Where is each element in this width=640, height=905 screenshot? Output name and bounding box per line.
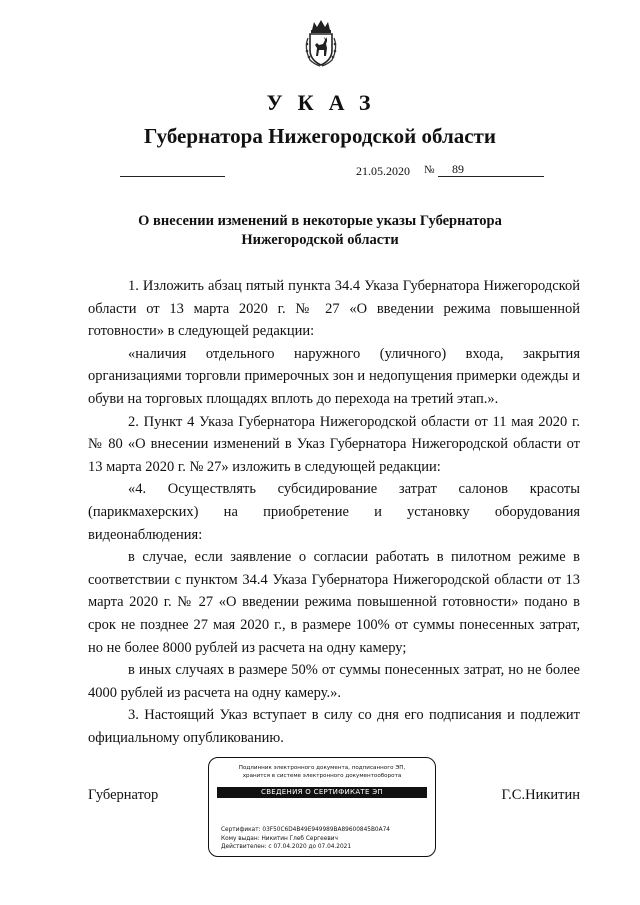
blank-date-line: [120, 176, 225, 177]
stamp-validity: Действителен: с 07.04.2020 до 07.04.2021: [221, 844, 352, 851]
subject-line-2: Нижегородской области: [241, 232, 399, 248]
paragraph-2-case-1: в случае, если заявление о согласии работать в пилотном режиме в соответствии с пунктом 34.4 Указа Губернатора Нижегородской области от 13 марта 2020 г. № 27 «О введении режима повышенной готовности» подано в срок не позднее 27 мая 2020 г., в размере 100% от суммы понесенных затрат, но не более 8000 рублей из расчета на одну камеру;: [88, 549, 580, 656]
stamp-certificate-header: СВЕДЕНИЯ О СЕРТИФИКАТЕ ЭП: [217, 787, 427, 798]
stamp-certificate-details: [221, 826, 390, 852]
document-date: 21.05.2020: [356, 164, 410, 178]
signer-name: Г.С.Никитин: [501, 787, 580, 803]
stamp-certificate-id: Сертификат: 03F50C6D4B49E949989BA89600845B0A74: [221, 827, 390, 833]
signer-title: Губернатор: [88, 787, 159, 803]
paragraph-1: 1. Изложить абзац пятый пункта 34.4 Указа Губернатора Нижегородской области от 13 марта 2020 г. № 27 «О введении режима повышенной готовности» в следующей редакции:: [88, 278, 580, 340]
number-label: №: [424, 164, 435, 176]
document-body: [88, 275, 580, 749]
document-type: УКАЗ: [266, 90, 386, 115]
paragraph-2-case-2: в иных случаях в размере 50% от суммы понесенных затрат, но не более 4000 рублей из расчета на одну камеру.».: [88, 662, 580, 701]
document-number: 89: [452, 162, 464, 176]
coat-of-arms-icon: [302, 18, 340, 68]
stamp-issued-to: Кому выдан: Никитин Глеб Сергеевич: [221, 835, 338, 842]
paragraph-1-quote: «наличия отдельного наружного (уличного) входа, закрытия организациями торговли примерочных зон и недопущения примерки одежды и обуви на торговых площадях вплоть до перехода на третий этап.».: [88, 345, 580, 407]
stamp-line-2: хранится в системе электронного документооборота: [242, 773, 402, 779]
stamp-line-1: Подлинник электронного документа, подписанного ЭП,: [238, 765, 406, 771]
paragraph-2-quote: «4. Осуществлять субсидирование затрат салонов красоты (парикмахерских) на приобретение и установку оборудования видеонаблюдения:: [88, 481, 580, 543]
issuer-title: Губернатора Нижегородской области: [144, 124, 496, 148]
subject-line-1: О внесении изменений в некоторые указы Губернатора: [138, 213, 502, 229]
paragraph-3: 3. Настоящий Указ вступает в силу со дня его подписания и подлежит официальному опубликованию.: [88, 707, 580, 746]
paragraph-2: 2. Пункт 4 Указа Губернатора Нижегородской области от 11 мая 2020 г. № 80 «О внесении изменений в Указ Губернатора Нижегородской области от 13 марта 2020 г. № 27» изложить в следующей редакции:: [88, 413, 580, 475]
stamp-header-text: [209, 764, 435, 780]
electronic-signature-stamp: [208, 757, 436, 857]
document-subject: [100, 212, 540, 250]
